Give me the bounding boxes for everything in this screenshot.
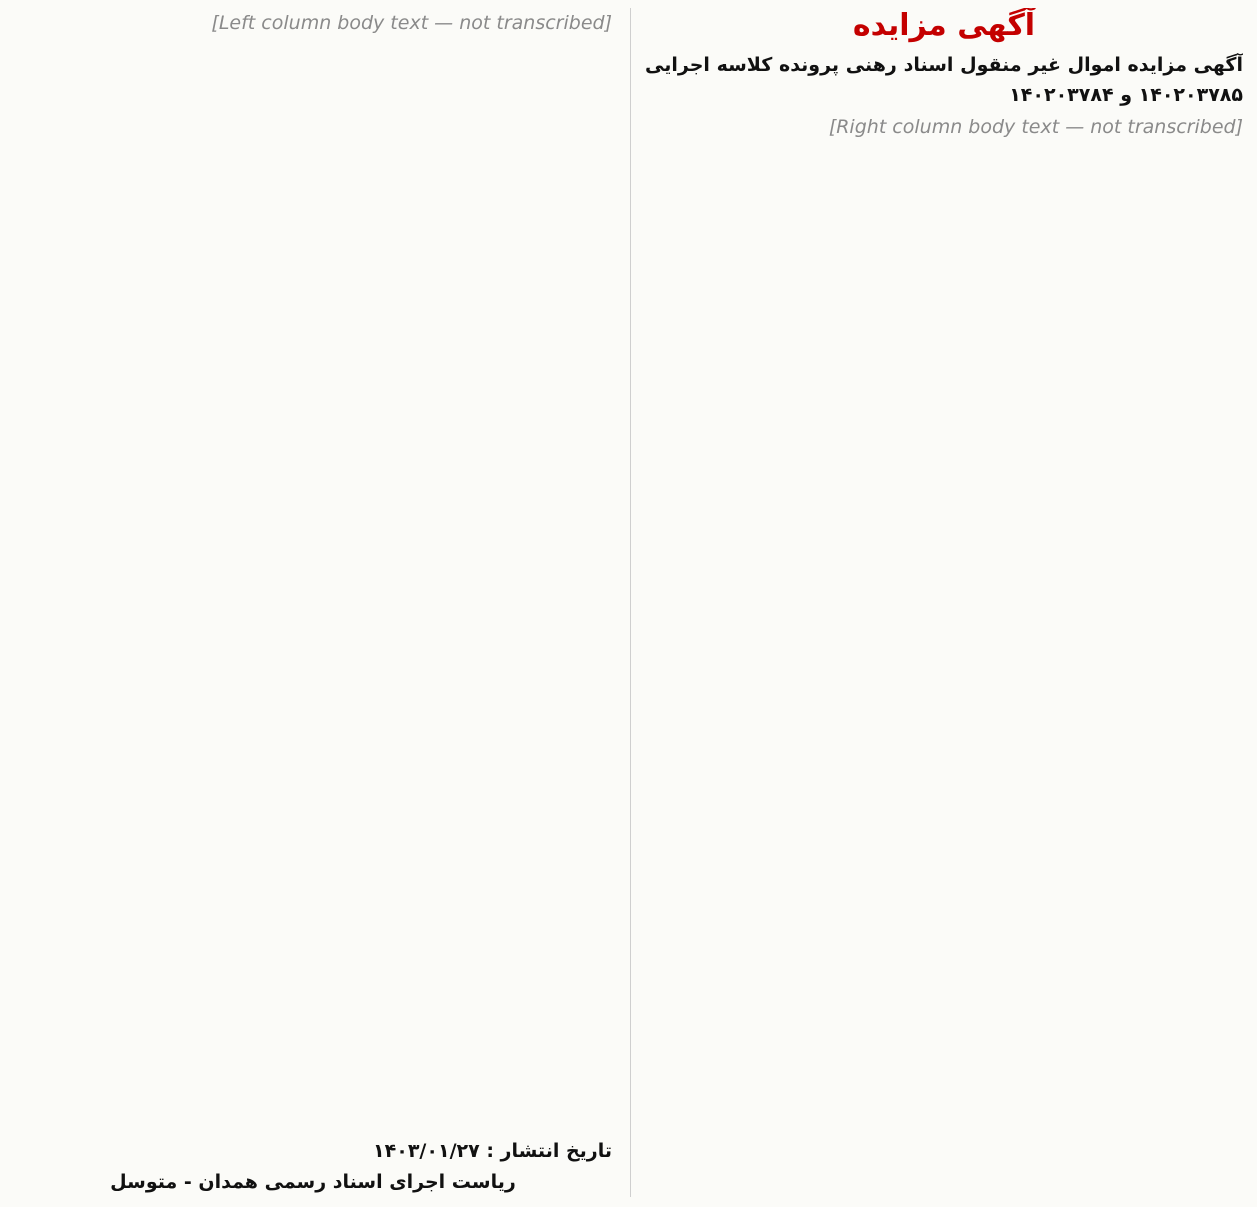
- publish-date: تاریخ انتشار : ۱۴۰۳/۰۱/۲۷: [373, 1140, 612, 1163]
- notice-heading: آگهی مزایده اموال غیر منقول اسناد رهنی پرونده کلاسه اجرایی ۱۴۰۲۰۳۷۸۵ و ۱۴۰۲۰۳۷۸۴: [645, 54, 1243, 107]
- left-column: [14, 8, 612, 1197]
- left-column-paragraph: [Left column body text — not transcribed]: [211, 12, 612, 34]
- right-column: [630, 8, 1243, 1197]
- right-column-paragraph: [Right column body text — not transcribed]: [828, 116, 1243, 139]
- notice-footer: [14, 1136, 612, 1197]
- notice-title: آگهی مزایده: [852, 8, 1036, 43]
- signature: ریاست اجرای اسناد رسمی همدان - متوسل: [110, 1170, 516, 1193]
- notice-columns: [14, 8, 1243, 1197]
